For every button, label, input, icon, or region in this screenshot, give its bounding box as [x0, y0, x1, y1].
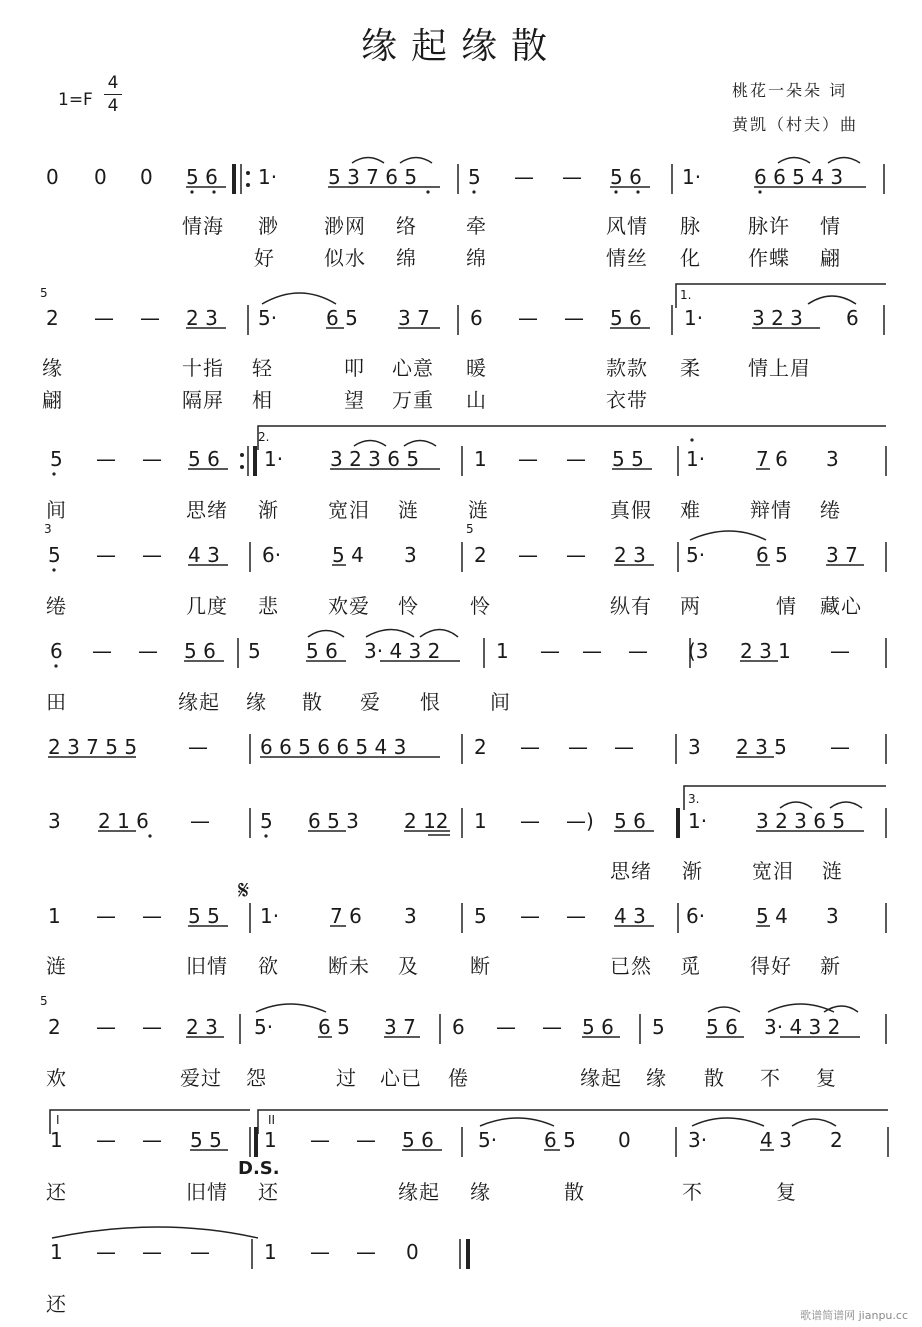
note: 6 5	[318, 1015, 350, 1039]
slur	[830, 802, 862, 808]
lyric: 宽泪	[328, 498, 370, 522]
lyric: 还	[46, 1180, 67, 1204]
note: 1	[474, 809, 487, 833]
note: —	[96, 1240, 116, 1264]
note: 5	[248, 639, 261, 663]
lyric: 绵	[466, 246, 487, 270]
lyric: 情	[820, 214, 841, 238]
slur	[366, 630, 414, 638]
lyric: 万重	[392, 388, 434, 412]
note: —	[96, 1128, 116, 1152]
lyric: 欢	[46, 1066, 67, 1090]
lyric: 新	[820, 954, 841, 978]
note: —	[310, 1240, 330, 1264]
lyric: 爱	[360, 690, 381, 714]
note: —	[142, 1240, 162, 1264]
note: 6 6 5 6 6 5 4 3	[260, 735, 407, 759]
slur	[692, 1118, 764, 1126]
note: 2 3 7 5 5	[48, 735, 138, 759]
note: 3 7	[826, 543, 858, 567]
note: —	[518, 543, 538, 567]
lyric: 爱过	[180, 1066, 222, 1090]
note: 5	[260, 809, 273, 833]
lyric: 轻	[252, 356, 273, 380]
note: 6 5 3	[308, 809, 359, 833]
lyric: 相	[252, 388, 273, 412]
octave-dot	[264, 834, 267, 837]
slur	[808, 296, 856, 304]
note: —	[830, 735, 850, 759]
lyric: 缘	[42, 356, 63, 380]
lyric: 风情	[606, 214, 648, 238]
lyric: 绵	[396, 246, 417, 270]
lyric: 断未	[328, 954, 370, 978]
note: 5	[474, 904, 487, 928]
note: 5 6	[306, 639, 338, 663]
note: —	[96, 904, 116, 928]
lyric: 怨	[246, 1066, 267, 1090]
note: 3	[688, 735, 701, 759]
note: —	[356, 1128, 376, 1152]
octave-dot	[758, 190, 761, 193]
lyric: 思绪	[186, 498, 228, 522]
note: 1	[264, 1240, 277, 1264]
note: 2	[474, 543, 487, 567]
lyric: 缘起	[580, 1066, 622, 1090]
note: 3 2 3 6 5	[330, 447, 420, 471]
note: 5 6	[402, 1128, 434, 1152]
lyric: 欲	[258, 954, 279, 978]
note: 5 6	[610, 165, 642, 189]
lyric: 脉许	[748, 214, 790, 238]
tuplet-mark: 5	[40, 994, 48, 1008]
note: 3·	[688, 1128, 708, 1152]
octave-dot	[690, 438, 693, 441]
note: 5 3 7 6 5	[328, 165, 418, 189]
note: 5	[48, 543, 61, 567]
time-signature-bottom: 4	[104, 94, 122, 117]
lyric: 好	[254, 246, 275, 270]
note: 1·	[688, 809, 708, 833]
note: 0	[94, 165, 107, 189]
ending-mark: 3.	[688, 792, 700, 806]
lyric: 山	[466, 388, 487, 412]
lyric: 觅	[680, 954, 701, 978]
note: 3 7	[384, 1015, 416, 1039]
note: 1	[264, 1128, 277, 1152]
note: —	[830, 639, 850, 663]
note: 5 6	[582, 1015, 614, 1039]
note: 1	[50, 1128, 63, 1152]
note: 7 6	[330, 904, 362, 928]
note: 1	[50, 1240, 63, 1264]
lyric: 旧情	[186, 1180, 228, 1204]
lyric: 涟	[822, 859, 843, 883]
note: —	[520, 809, 540, 833]
note: —	[566, 904, 586, 928]
lyric: 脉	[680, 214, 701, 238]
slur	[354, 441, 386, 447]
volta-bracket	[258, 426, 886, 450]
note: 0	[140, 165, 153, 189]
note: 6 6 5 4 3	[754, 165, 844, 189]
slur	[352, 158, 384, 164]
note: 2 12	[404, 809, 449, 833]
lyric: 涟	[468, 498, 489, 522]
lyric: 心意	[392, 356, 434, 380]
slur	[404, 441, 436, 447]
lyric: 还	[46, 1292, 67, 1316]
note: 6 5	[326, 306, 358, 330]
note: 3 7	[398, 306, 430, 330]
lyric: 纵有	[610, 594, 652, 618]
lyric: 不	[760, 1066, 781, 1090]
lyric: 渺	[258, 214, 279, 238]
lyric: 渺网	[324, 214, 366, 238]
time-signature-top: 4	[107, 73, 119, 93]
lyric: 怜	[398, 594, 419, 618]
lyric: 不	[682, 1180, 703, 1204]
note: —	[540, 639, 560, 663]
slur	[480, 1118, 554, 1126]
lyric: 宽泪	[752, 859, 794, 883]
lyric: 两	[680, 594, 701, 618]
note: —	[496, 1015, 516, 1039]
note: —	[96, 543, 116, 567]
note: 4 3	[614, 904, 646, 928]
note: 2	[830, 1128, 843, 1152]
lyric: 藏心	[820, 594, 862, 618]
note: 6	[846, 306, 859, 330]
note: 4 3	[188, 543, 220, 567]
note: 1·	[264, 447, 284, 471]
lyric: 已然	[610, 954, 652, 978]
note: —)	[566, 809, 594, 833]
slur	[780, 802, 812, 808]
key-signature: 1=F	[58, 90, 93, 110]
note: 6	[452, 1015, 465, 1039]
lyric: 渐	[258, 498, 279, 522]
octave-dot	[472, 190, 475, 193]
lyric: 倦	[448, 1066, 469, 1090]
octave-dot	[614, 190, 617, 193]
note: —	[310, 1128, 330, 1152]
note: 5	[652, 1015, 665, 1039]
segno-icon: 𝄋	[238, 876, 250, 906]
note: —	[628, 639, 648, 663]
note: 3· 4 3 2	[364, 639, 441, 663]
note: 5 5	[188, 904, 220, 928]
note: 3 2 3	[752, 306, 803, 330]
note: —	[142, 1128, 162, 1152]
repeat-dot	[246, 171, 250, 175]
slur	[828, 158, 860, 164]
lyric: 牵	[466, 214, 487, 238]
volta-bracket	[50, 1110, 250, 1134]
note: 5·	[686, 543, 706, 567]
lyric: 渐	[682, 859, 703, 883]
volta-mark: II	[268, 1113, 276, 1127]
note: 6·	[686, 904, 706, 928]
repeat-dot	[246, 183, 250, 187]
octave-dot	[148, 834, 151, 837]
note: —	[542, 1015, 562, 1039]
lyric: 缘	[246, 690, 267, 714]
note: 2 3 5	[736, 735, 787, 759]
slur	[824, 1006, 858, 1012]
lyric: 翩	[820, 246, 841, 270]
note: 2 3	[614, 543, 646, 567]
note: —	[190, 1240, 210, 1264]
note: —	[142, 904, 162, 928]
note: 5	[468, 165, 481, 189]
note: 1·	[686, 447, 706, 471]
note: 5 6	[614, 809, 646, 833]
lyric: 绻	[46, 594, 67, 618]
note: 3· 4 3 2	[764, 1015, 841, 1039]
note: —	[142, 447, 162, 471]
note: 5 6	[184, 639, 216, 663]
note: 2 3	[186, 1015, 218, 1039]
tuplet-mark: 5	[466, 522, 474, 536]
lyric: 似水	[324, 246, 366, 270]
note: 1	[48, 904, 61, 928]
note: —	[356, 1240, 376, 1264]
note: 1·	[682, 165, 702, 189]
note: —	[514, 165, 534, 189]
note: 5 6	[610, 306, 642, 330]
note: 3	[404, 543, 417, 567]
octave-dot	[212, 190, 215, 193]
note: 2	[474, 735, 487, 759]
note: 1·	[258, 165, 278, 189]
tuplet-mark: 3	[44, 522, 52, 536]
octave-dot	[190, 190, 193, 193]
note: —	[582, 639, 602, 663]
note: 5 4	[756, 904, 788, 928]
lyric: 款款	[606, 356, 648, 380]
lyric: 还	[258, 1180, 279, 1204]
note: 5 6	[186, 165, 218, 189]
lyric: 缘	[646, 1066, 667, 1090]
note: —	[520, 735, 540, 759]
ending-mark: 2.	[258, 430, 270, 444]
slur	[420, 630, 458, 638]
note: 3	[826, 904, 839, 928]
lyric: 翩	[42, 388, 63, 412]
repeat-dot	[240, 465, 244, 469]
lyric: 望	[344, 388, 365, 412]
octave-dot	[636, 190, 639, 193]
site-watermark: 歌谱简谱网 jianpu.cc	[800, 1309, 908, 1322]
note: —	[96, 1015, 116, 1039]
lyric: 旧情	[186, 954, 228, 978]
note: —	[562, 165, 582, 189]
lyric: 缘起	[398, 1180, 440, 1204]
note: 1	[496, 639, 509, 663]
note: —	[142, 1015, 162, 1039]
lyric: 隔屏	[182, 388, 224, 412]
note: —	[520, 904, 540, 928]
note: 5	[50, 447, 63, 471]
note: —	[140, 306, 160, 330]
lyric: 络	[396, 214, 417, 238]
note: 7 6	[756, 447, 788, 471]
slur	[308, 631, 344, 638]
octave-dot	[54, 664, 57, 667]
note: —	[564, 306, 584, 330]
note: 5·	[478, 1128, 498, 1152]
lyric: 叩	[344, 356, 365, 380]
lyric: 得好	[750, 954, 792, 978]
lyricist-credit: 桃花一朵朵 词	[732, 81, 848, 100]
note: 6·	[262, 543, 282, 567]
repeat-dot	[240, 453, 244, 457]
note: 1	[474, 447, 487, 471]
slur	[792, 1119, 836, 1126]
note: 3	[826, 447, 839, 471]
volta-bracket	[258, 1110, 888, 1134]
slur	[778, 158, 810, 164]
note: 1·	[684, 306, 704, 330]
volta-bracket	[676, 284, 886, 308]
lyric: 十指	[182, 356, 224, 380]
lyric: 复	[816, 1066, 837, 1090]
note: —	[568, 735, 588, 759]
note: —	[188, 735, 208, 759]
lyric: 缘	[470, 1180, 491, 1204]
lyric: 间	[46, 498, 67, 522]
note: 3	[404, 904, 417, 928]
slur	[262, 293, 336, 304]
lyric: 难	[680, 498, 701, 522]
volta-bracket	[684, 786, 886, 810]
note: —	[614, 735, 634, 759]
slur	[256, 1004, 326, 1012]
lyric: 暖	[466, 356, 487, 380]
lyric: 散	[302, 690, 323, 714]
lyric: 情	[776, 594, 797, 618]
note: 4 3	[760, 1128, 792, 1152]
note: 0	[46, 165, 59, 189]
note: 3	[48, 809, 61, 833]
note: —	[518, 306, 538, 330]
lyric: 情上眉	[748, 356, 811, 380]
note: 6 5	[544, 1128, 576, 1152]
tuplet-mark: 5	[40, 286, 48, 300]
lyric: 散	[704, 1066, 725, 1090]
page-title: 缘起缘散	[360, 26, 561, 67]
lyric: 情丝	[606, 246, 648, 270]
slur	[400, 158, 432, 164]
lyric: 真假	[610, 498, 652, 522]
note: 2	[48, 1015, 61, 1039]
lyric: 辩情	[750, 498, 792, 522]
note: —	[96, 447, 116, 471]
note: (3	[688, 639, 709, 663]
note: 5 6	[188, 447, 220, 471]
lyric: 断	[470, 954, 491, 978]
lyric: 化	[680, 246, 701, 270]
lyric: 恨	[420, 690, 441, 714]
note: —	[190, 809, 210, 833]
lyric: 过	[336, 1066, 357, 1090]
lyric: 复	[776, 1180, 797, 1204]
note: —	[518, 447, 538, 471]
note: —	[94, 306, 114, 330]
lyric: 柔	[680, 356, 701, 380]
note: 2	[46, 306, 59, 330]
octave-dot	[426, 190, 429, 193]
note: 2 1 6	[98, 809, 149, 833]
note: 5·	[258, 306, 278, 330]
lyric: 缘起	[178, 690, 220, 714]
note: 5 6	[706, 1015, 738, 1039]
note: 0	[618, 1128, 631, 1152]
note: 5 5	[612, 447, 644, 471]
composer-credit: 黄凯（村夫）曲	[732, 115, 859, 134]
slur	[708, 1007, 740, 1012]
lyric: 悲	[258, 594, 279, 618]
note: 2 3	[186, 306, 218, 330]
octave-dot	[52, 568, 55, 571]
note: 5 5	[190, 1128, 222, 1152]
lyric: 间	[490, 690, 511, 714]
note: —	[92, 639, 112, 663]
note: —	[566, 543, 586, 567]
lyric: 欢爱	[328, 594, 370, 618]
lyric: 作蝶	[748, 246, 790, 270]
note: 6	[50, 639, 63, 663]
volta-mark: I	[56, 1113, 60, 1127]
lyric: 涟	[398, 498, 419, 522]
note: 3 2 3 6 5	[756, 809, 846, 833]
ending-mark: 1.	[680, 288, 692, 302]
octave-dot	[52, 472, 55, 475]
note: 1·	[260, 904, 280, 928]
slur	[52, 1227, 258, 1238]
lyric: 涟	[46, 954, 67, 978]
lyric: 绻	[820, 498, 841, 522]
lyric: 衣带	[606, 388, 648, 412]
note: 6	[470, 306, 483, 330]
note: 0	[406, 1240, 419, 1264]
lyric: 散	[564, 1180, 585, 1204]
note: 5 4	[332, 543, 364, 567]
note: 2 3 1	[740, 639, 791, 663]
lyric: 田	[46, 690, 67, 714]
lyric: 心已	[380, 1066, 422, 1090]
dal-segno-mark: D.S.	[238, 1158, 280, 1179]
note: —	[138, 639, 158, 663]
lyric: 及	[398, 954, 419, 978]
slur	[768, 1004, 834, 1012]
lyric: 怜	[470, 594, 491, 618]
lyric: 思绪	[610, 859, 652, 883]
note: —	[566, 447, 586, 471]
note: 6 5	[756, 543, 788, 567]
note: 5·	[254, 1015, 274, 1039]
lyric: 情海	[182, 214, 224, 238]
lyric: 几度	[186, 594, 228, 618]
note: —	[142, 543, 162, 567]
slur	[690, 531, 766, 540]
